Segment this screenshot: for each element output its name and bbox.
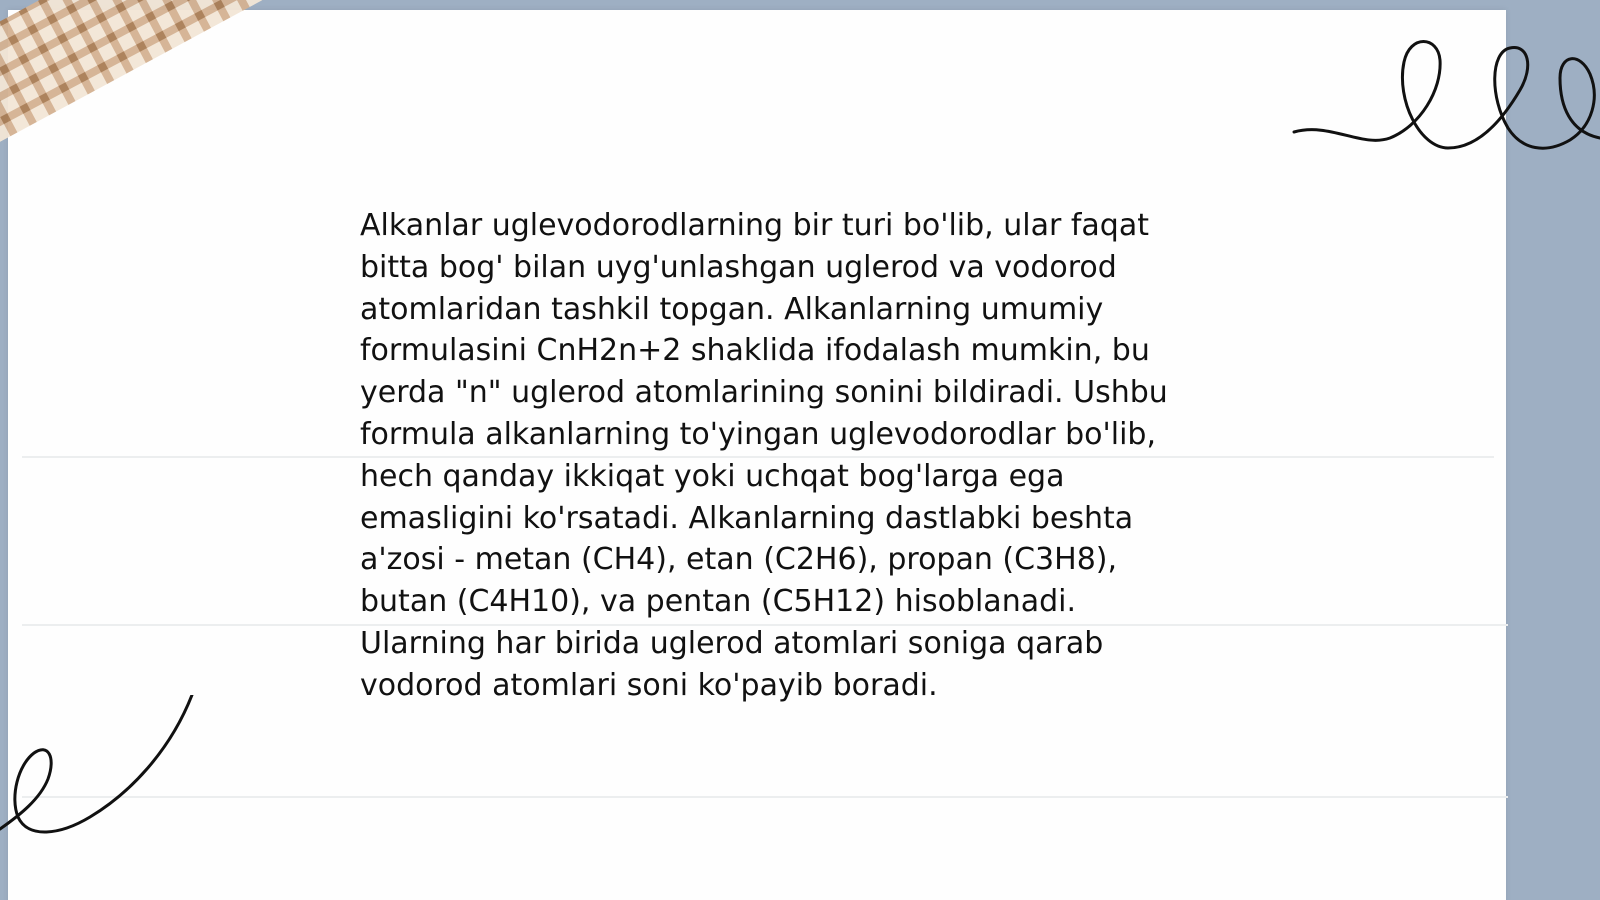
checkmark-loop-icon (0, 695, 210, 855)
body-paragraph (360, 205, 1260, 707)
paragraph-line: bitta bog' bilan uyg'unlashgan uglerod va vodorod (360, 249, 1117, 285)
paragraph-line: Ularning har birida uglerod atomlari soniga qarab (360, 625, 1104, 661)
loop-squiggle-icon (1270, 30, 1600, 170)
paragraph-line: formula alkanlarning to'yingan uglevodorodlar bo'lib, (360, 416, 1156, 452)
paragraph-line: atomlaridan tashkil topgan. Alkanlarning umumiy (360, 291, 1104, 327)
paragraph-line: hech qanday ikkiqat yoki uchqat bog'larga ega (360, 458, 1065, 494)
ruled-line (22, 796, 1508, 798)
paragraph-line: vodorod atomlari soni ko'payib boradi. (360, 667, 938, 703)
paragraph-line: butan (C4H10), va pentan (C5H12) hisoblanadi. (360, 584, 1077, 620)
paragraph-line: a'zosi - metan (CH4), etan (C2H6), propan (C3H8), (360, 542, 1118, 578)
paragraph-line: formulasini CnH2n+2 shaklida ifodalash mumkin, bu (360, 333, 1150, 369)
paragraph-line: emasligini ko'rsatadi. Alkanlarning dastlabki beshta (360, 500, 1134, 536)
paragraph-line: yerda "n" uglerod atomlarining sonini bildiradi. Ushbu (360, 375, 1168, 411)
paragraph-line: Alkanlar uglevodorodlarning bir turi bo'lib, ular faqat (360, 208, 1149, 243)
